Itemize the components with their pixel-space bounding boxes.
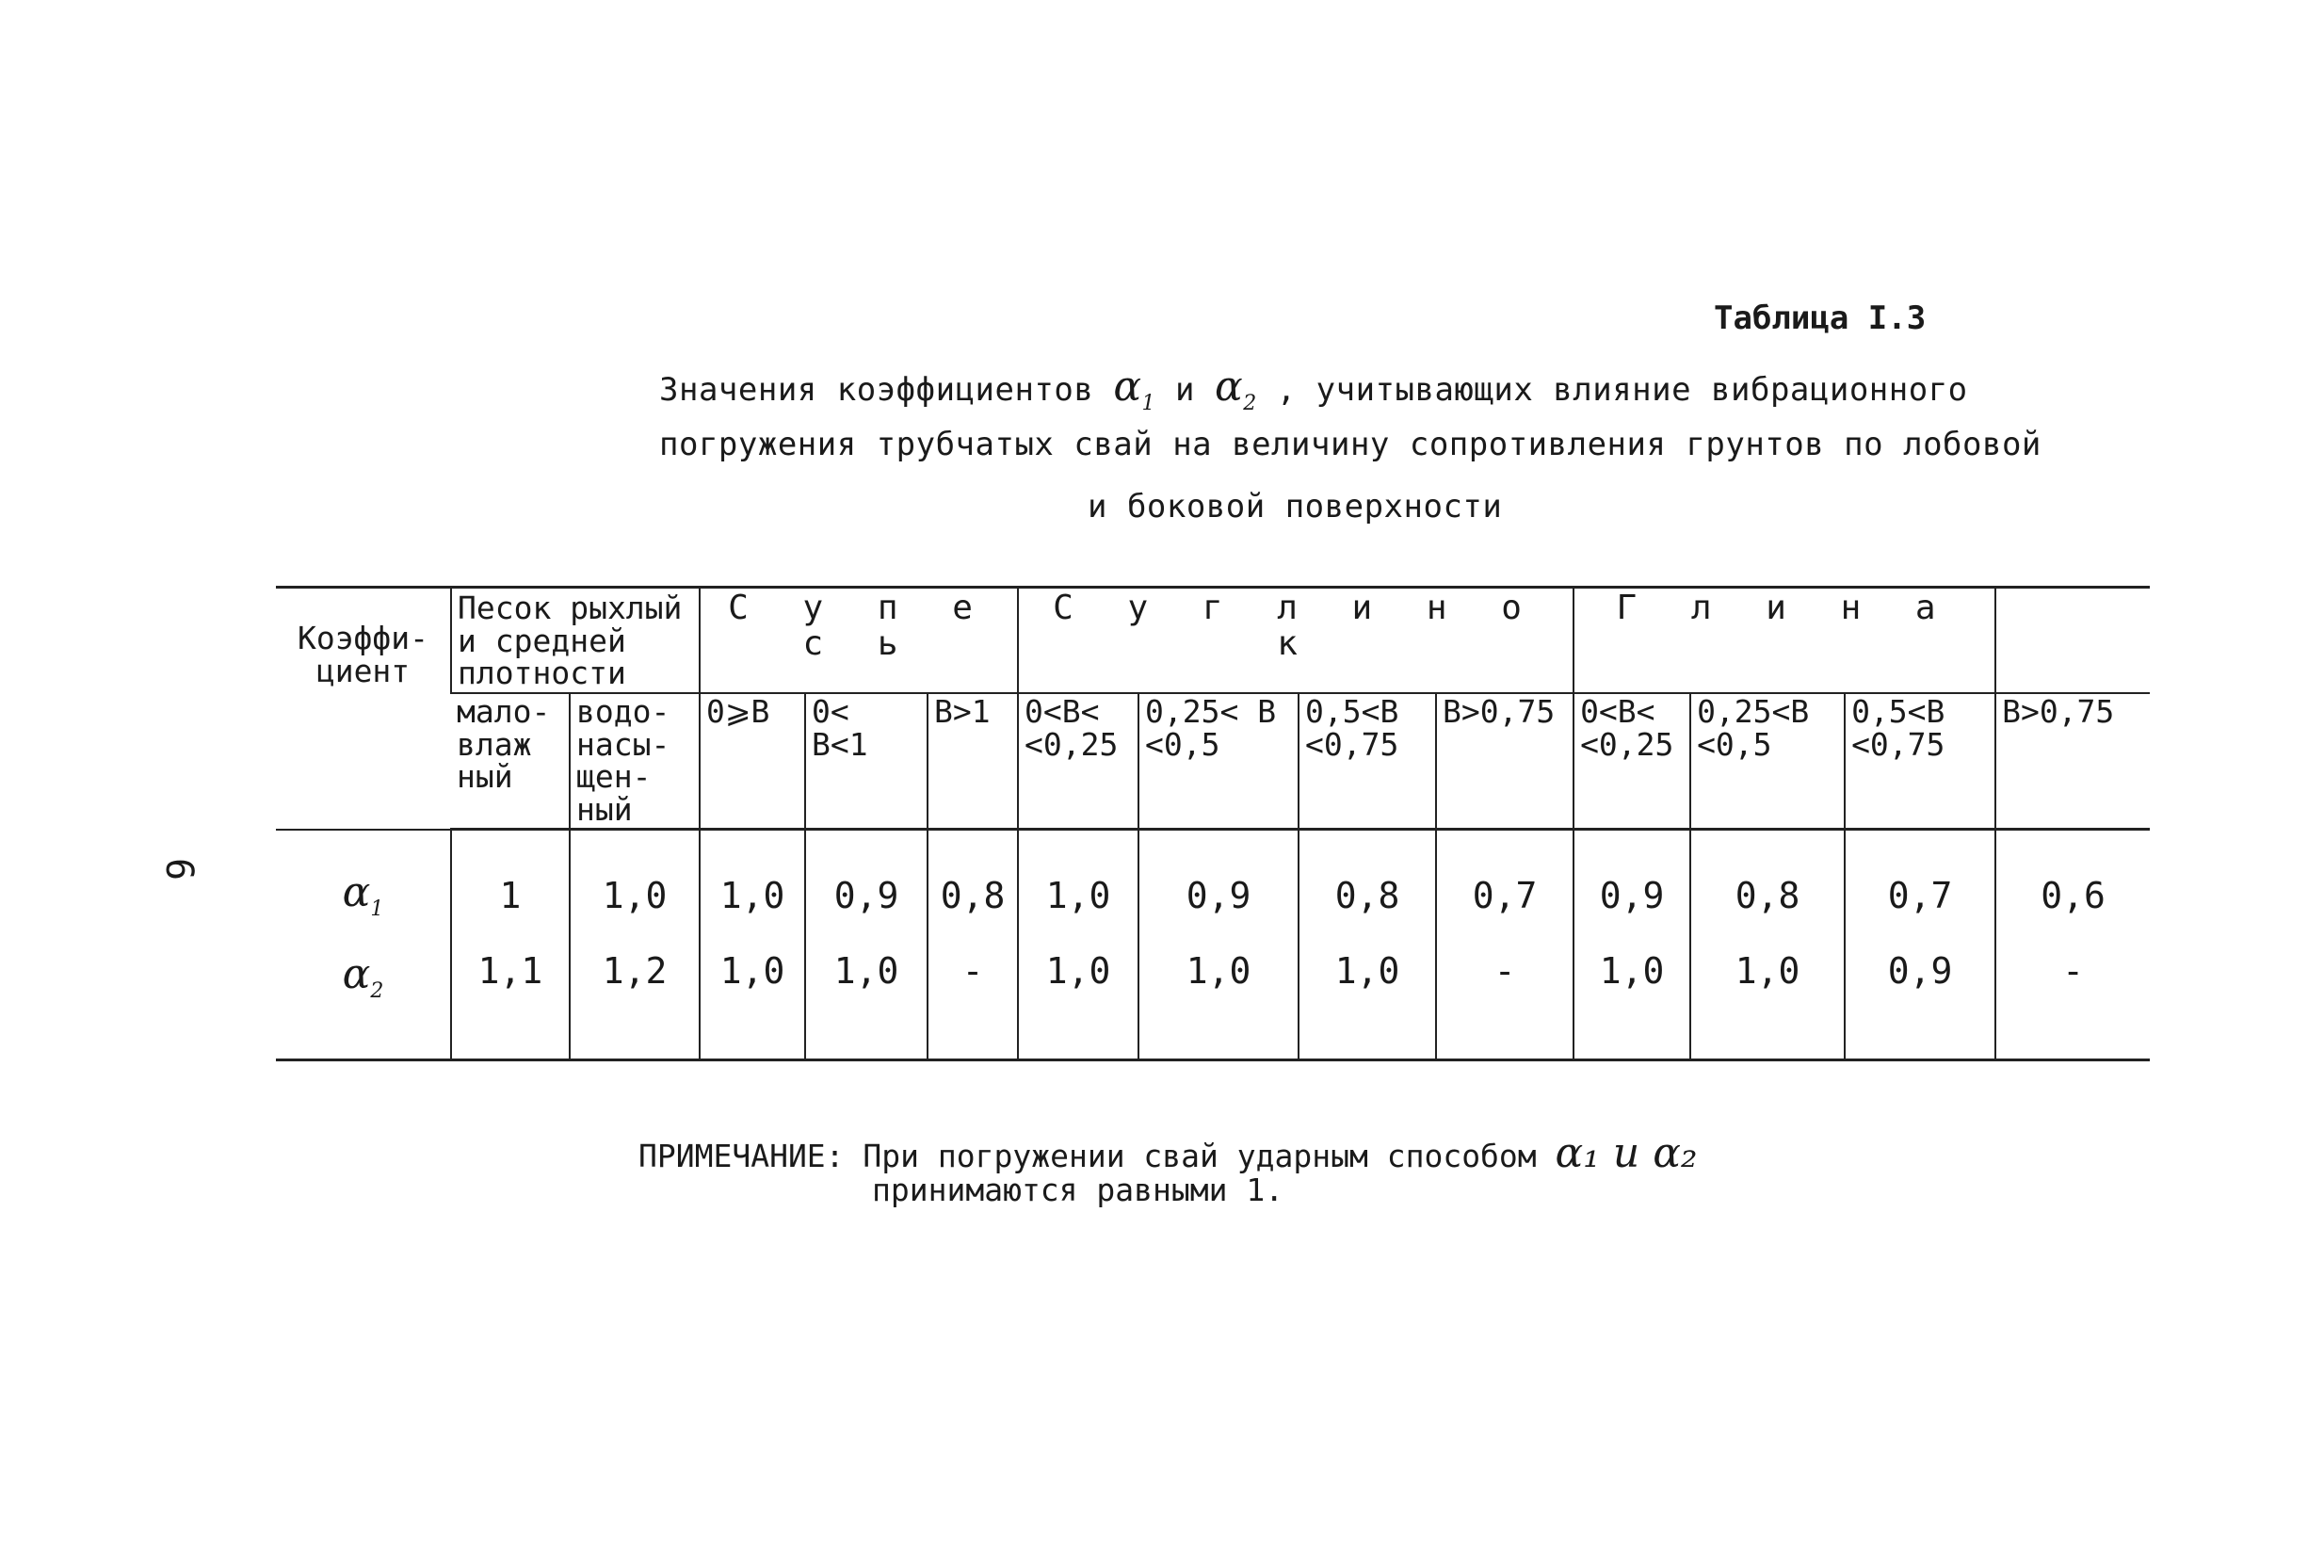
caption-line-2: погружения трубчатых свай на величину сопротивления грунтов по лобовой bbox=[659, 426, 2042, 463]
alpha-2-symbol: $\alpha_2$ bbox=[1215, 363, 1257, 415]
group-clay: Г л и н а bbox=[1574, 588, 1995, 693]
table-cell: 0,9 bbox=[1138, 830, 1299, 931]
table-cell: 0,8 bbox=[928, 830, 1018, 931]
table-cell: 1,1 bbox=[451, 930, 570, 1060]
table-cell: 1 bbox=[451, 830, 570, 931]
coefficients-table bbox=[276, 586, 2150, 1061]
cond-2: 0< B<1 bbox=[805, 693, 928, 830]
cond-6: 0,5<B <0,75 bbox=[1299, 693, 1436, 830]
cond-9: 0,25<B <0,5 bbox=[1690, 693, 1845, 830]
cond-3: B>1 bbox=[928, 693, 1018, 830]
table-cell: 1,0 bbox=[1018, 830, 1138, 931]
note-prefix: ПРИМЕЧАНИЕ: bbox=[638, 1138, 845, 1174]
table-cell: - bbox=[928, 930, 1018, 1060]
table-cell: 0,6 bbox=[1995, 830, 2150, 931]
cond-1: 0⩾B bbox=[700, 693, 805, 830]
group-loam: С у г л и н о к bbox=[1018, 588, 1574, 693]
cond-7: B>0,75 bbox=[1436, 693, 1574, 830]
table-cell: 0,9 bbox=[1845, 930, 1995, 1060]
cond-8: 0<B< <0,25 bbox=[1574, 693, 1690, 830]
table-cell: - bbox=[1436, 930, 1574, 1060]
table-cell: 0,8 bbox=[1690, 830, 1845, 931]
table-cell: 1,0 bbox=[1018, 930, 1138, 1060]
note-line-2: принимаются равными 1. bbox=[872, 1172, 1284, 1208]
table-cell: 0,7 bbox=[1436, 830, 1574, 931]
caption-line-3: и боковой поверхности bbox=[1088, 488, 1503, 525]
note-alphas: α₁ и α₂ bbox=[1555, 1129, 1698, 1177]
sand-sub-low-moisture: мало-влаж ный bbox=[451, 693, 570, 830]
cond-11: B>0,75 bbox=[1995, 693, 2150, 830]
caption-line-1 bbox=[659, 363, 1968, 415]
caption-and: и bbox=[1175, 371, 1196, 409]
row-label-alpha-2: $\alpha_2$ bbox=[276, 930, 451, 1060]
table-row bbox=[276, 930, 2150, 1060]
table-cell: 0,8 bbox=[1299, 830, 1436, 931]
table-cell: 1,0 bbox=[1574, 930, 1690, 1060]
coef-header: Коэффи-циент bbox=[276, 588, 451, 830]
caption-text: Значения коэффициентов bbox=[659, 371, 1094, 409]
caption-text-after: , учитывающих влияние вибрационного bbox=[1276, 371, 1968, 409]
cond-10: 0,5<B <0,75 bbox=[1845, 693, 1995, 830]
row-label-alpha-1: $\alpha_1$ bbox=[342, 868, 384, 922]
table-cell: 1,0 bbox=[700, 830, 805, 931]
page-number: 6 bbox=[157, 857, 202, 881]
table-number: Таблица I.3 bbox=[1714, 299, 1927, 337]
cond-4: 0<B< <0,25 bbox=[1018, 693, 1138, 830]
group-clay-extra bbox=[1995, 588, 2150, 693]
sand-header: Песок рыхлый и средней плотности bbox=[451, 588, 700, 693]
note-text: При погружении свай ударным способом bbox=[863, 1138, 1537, 1174]
table-cell: 0,7 bbox=[1845, 830, 1995, 931]
table-cell: - bbox=[1995, 930, 2150, 1060]
table-cell: 0,9 bbox=[805, 830, 928, 931]
cond-5: 0,25< B <0,5 bbox=[1138, 693, 1299, 830]
table-cell: 1,0 bbox=[1299, 930, 1436, 1060]
sand-sub-saturated: водо-насы-щен-ный bbox=[570, 693, 700, 830]
table-note bbox=[638, 1129, 1698, 1208]
table-cell: 1,0 bbox=[805, 930, 928, 1060]
table-cell: 1,0 bbox=[570, 830, 700, 931]
table-cell: 1,2 bbox=[570, 930, 700, 1060]
table-cell: 1,0 bbox=[1138, 930, 1299, 1060]
table-cell: 1,0 bbox=[700, 930, 805, 1060]
table-cell: 0,9 bbox=[1574, 830, 1690, 931]
table-cell: 1,0 bbox=[1690, 930, 1845, 1060]
table-row bbox=[276, 830, 2150, 931]
alpha-1-symbol: $\alpha_1$ bbox=[1113, 363, 1156, 415]
group-sandy-loam: С у п е с ь bbox=[700, 588, 1018, 693]
